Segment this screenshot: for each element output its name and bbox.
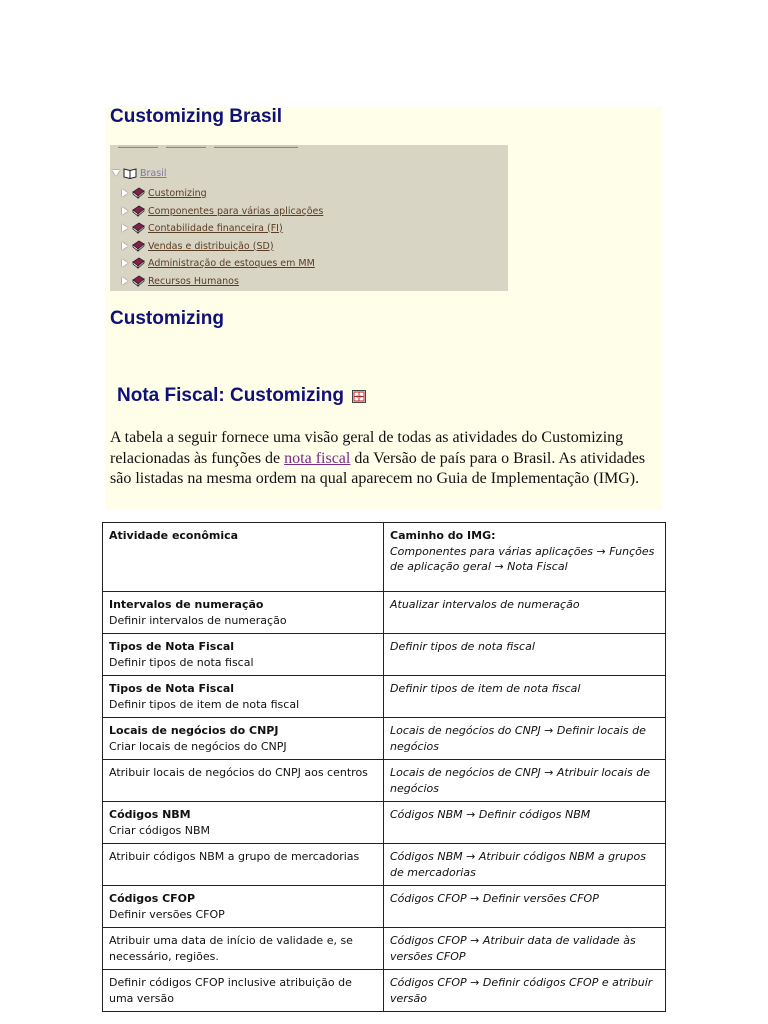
tree-label[interactable]: Recursos Humanos [148,275,239,287]
table-row [103,718,666,760]
book-icon [131,240,145,252]
img-path-cell[interactable]: Atualizar intervalos de numeração [384,592,666,634]
book-icon [131,275,145,287]
img-path-cell[interactable]: Códigos CFOP → Definir versões CFOP [384,886,666,928]
expand-icon[interactable] [122,259,128,267]
img-tree [110,145,508,291]
intro-paragraph [110,428,658,490]
collapse-icon[interactable] [112,170,120,176]
tree-label[interactable]: Customizing [148,187,207,199]
intro-text: A tabela a seguir fornece uma visão geral de todas as atividades do Customizing relacionadas às funções de [110,429,624,467]
tree-label[interactable]: Vendas e distribuição (SD) [148,240,274,252]
table-row [103,970,666,1012]
table-row [103,886,666,928]
activity-cell: Locais de negócios do CNPJ Criar locais de negócios do CNPJ [103,718,384,760]
img-path-cell[interactable]: Códigos NBM → Atribuir códigos NBM a grupos de mercadorias [384,844,666,886]
table-row [103,844,666,886]
tree-label-root[interactable]: Brasil [140,167,167,179]
header-cell-activity: Atividade econômica [103,523,384,592]
img-path-cell[interactable]: Definir tipos de nota fiscal [384,634,666,676]
table-row [103,634,666,676]
expand-icon[interactable] [122,277,128,285]
activity-cell: Atribuir locais de negócios do CNPJ aos centros [103,760,384,802]
tree-label[interactable]: Administração de estoques em MM [148,257,315,269]
page-title: Customizing Brasil [110,106,283,127]
activity-cell: Atribuir uma data de início de validade e, se necessário, regiões. [103,928,384,970]
table-row [103,802,666,844]
tree-node[interactable] [122,220,283,236]
open-book-icon [123,167,137,179]
tree-node[interactable] [122,203,323,219]
activity-cell: Tipos de Nota Fiscal Definir tipos de item de nota fiscal [103,676,384,718]
activity-cell: Códigos CFOP Definir versões CFOP [103,886,384,928]
tree-node[interactable] [122,238,274,254]
activity-cell: Intervalos de numeração Definir intervalos de numeração [103,592,384,634]
expand-icon[interactable] [122,242,128,250]
table-row [103,676,666,718]
expand-icon[interactable] [122,207,128,215]
img-path-cell[interactable]: Códigos CFOP → Definir códigos CFOP e atribuir versão [384,970,666,1012]
nota-fiscal-link[interactable]: nota fiscal [284,449,351,467]
book-icon [131,222,145,234]
section-title: Customizing [110,308,224,329]
tree-node[interactable] [122,273,239,289]
table-row [103,592,666,634]
activity-cell: Tipos de Nota Fiscal Definir tipos de nota fiscal [103,634,384,676]
expand-all-icon[interactable] [352,390,366,403]
book-icon [131,257,145,269]
activity-cell: Atribuir códigos NBM a grupo de mercadorias [103,844,384,886]
intro-text: da Versão de país para o Brasil. As atividades são listadas na mesma ordem na qual aparecem no Guia de Implementação (IMG). [110,449,646,487]
tree-node-root[interactable] [112,165,166,181]
expand-icon[interactable] [122,189,128,197]
subsection-title-text: Nota Fiscal: Customizing [117,385,344,406]
table-row [103,928,666,970]
img-path-cell[interactable]: Locais de negócios de CNPJ → Atribuir locais de negócios [384,760,666,802]
tree-node[interactable] [122,255,315,271]
img-path-cell[interactable]: Locais de negócios do CNPJ → Definir locais de negócios [384,718,666,760]
img-path-cell[interactable]: Definir tipos de item de nota fiscal [384,676,666,718]
table-header-row [103,523,666,592]
book-icon [131,205,145,217]
header-cell-img-path: Caminho do IMG: Componentes para várias aplicações → Funções de aplicação geral → Nota Fiscal [384,523,666,592]
activity-cell: Códigos NBM Criar códigos NBM [103,802,384,844]
tree-node[interactable] [122,185,207,201]
activity-cell: Definir códigos CFOP inclusive atribuição de uma versão [103,970,384,1012]
book-icon [131,187,145,199]
img-path-cell[interactable]: Códigos NBM → Definir códigos NBM [384,802,666,844]
table-row [103,760,666,802]
img-path-cell[interactable]: Códigos CFOP → Atribuir data de validade às versões CFOP [384,928,666,970]
tree-label[interactable]: Componentes para várias aplicações [148,205,324,217]
img-activities-table [102,522,666,1012]
expand-icon[interactable] [122,224,128,232]
subsection-title [117,385,366,407]
tree-label[interactable]: Contabilidade financeira (FI) [148,222,283,234]
